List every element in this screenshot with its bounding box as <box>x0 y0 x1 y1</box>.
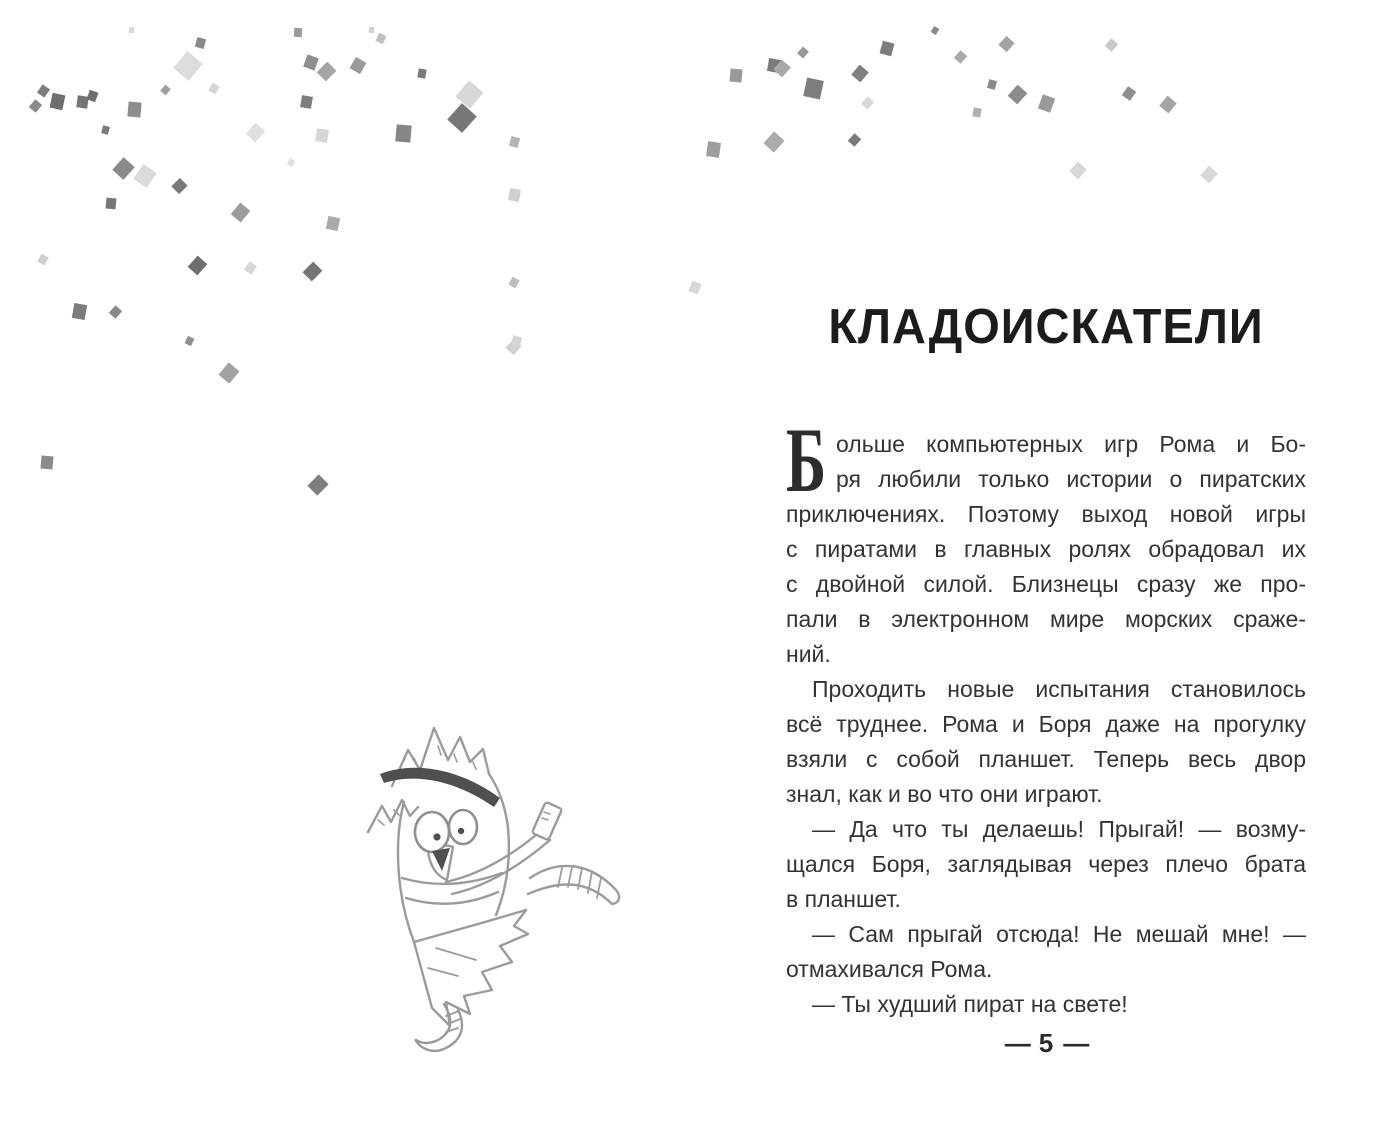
text-line: ря любили только истории о пиратских <box>836 466 1306 492</box>
confetti-square <box>688 281 701 295</box>
confetti-square <box>171 178 187 194</box>
page-footer <box>786 1028 1306 1059</box>
confetti-square <box>931 26 940 35</box>
text-line: щался Боря, заглядывая через плечо брата <box>786 851 1306 877</box>
confetti-square <box>188 256 208 276</box>
paragraph <box>786 987 1306 1022</box>
paragraph <box>786 672 1306 812</box>
confetti-square <box>195 37 206 49</box>
confetti-square <box>109 305 122 318</box>
body-text <box>786 409 1306 1022</box>
paragraph <box>786 812 1306 917</box>
confetti-square <box>987 79 997 90</box>
confetti-square <box>37 254 48 266</box>
confetti-square <box>303 54 319 70</box>
bird-left-tuft <box>368 800 418 832</box>
bird-eye-left <box>415 812 449 852</box>
text-line: ольше компьютерных игр Рома и Бо- <box>836 431 1306 457</box>
text-line: — Сам прыгай отсюда! Не мешай мне! — <box>812 921 1306 947</box>
page-number: 5 <box>1038 1028 1054 1058</box>
text-line: — Ты худший пират на свете! <box>812 991 1128 1017</box>
confetti-square <box>29 99 42 112</box>
paragraph <box>786 409 1306 672</box>
confetti-square <box>395 124 411 142</box>
confetti-square <box>729 69 742 83</box>
text-line: в планшет. <box>786 886 901 912</box>
confetti-square <box>1069 162 1087 180</box>
confetti-square <box>87 90 99 102</box>
confetti-square <box>303 262 323 282</box>
text-line: знал, как и во что они играют. <box>786 781 1103 807</box>
confetti-square <box>307 474 328 495</box>
confetti-square <box>972 107 981 117</box>
confetti-square <box>447 103 477 133</box>
bird-pupil-left <box>433 833 440 840</box>
confetti-square <box>315 128 329 143</box>
confetti-square <box>218 362 239 383</box>
footer-dash-left: — <box>1004 1028 1029 1058</box>
confetti-square <box>112 157 135 180</box>
confetti-square <box>173 51 202 81</box>
confetti-square <box>106 198 117 210</box>
confetti-square <box>40 456 53 470</box>
chapter-title: КЛАДОИСКАТЕЛИ <box>828 298 1264 354</box>
confetti-square <box>1008 85 1028 105</box>
bird-brow <box>380 768 500 807</box>
phone <box>532 802 562 840</box>
confetti-square <box>300 95 313 109</box>
confetti-square <box>326 216 340 231</box>
confetti-square <box>244 261 257 274</box>
confetti-square <box>287 158 295 167</box>
confetti-square <box>317 62 337 82</box>
confetti-square <box>803 77 824 99</box>
confetti-square <box>231 203 251 223</box>
footer-dash-right: — <box>1063 1028 1088 1058</box>
confetti-square <box>208 83 219 95</box>
confetti-square <box>369 27 374 33</box>
text-line: пали в электронном мире морских сраже- <box>786 606 1306 632</box>
paragraph <box>786 917 1306 987</box>
text-line: — Да что ты делаешь! Прыгай! — возму- <box>812 816 1306 842</box>
bird-pupil-right <box>458 828 464 834</box>
confetti-square <box>763 131 784 152</box>
confetti-square <box>509 136 520 148</box>
confetti-square <box>50 93 66 110</box>
confetti-square <box>129 27 135 34</box>
confetti-square <box>37 84 50 97</box>
confetti-square <box>954 50 967 63</box>
confetti-square <box>185 336 195 346</box>
confetti-square <box>880 41 895 57</box>
confetti-square <box>350 57 367 74</box>
confetti-square <box>706 141 721 158</box>
text-line: отмахивался Рома. <box>786 956 993 982</box>
confetti-square <box>851 65 869 83</box>
confetti-square <box>294 28 303 38</box>
confetti-square <box>417 68 426 78</box>
confetti-square <box>246 123 266 143</box>
confetti-square <box>1105 38 1118 51</box>
confetti-square <box>508 277 519 289</box>
confetti-square <box>160 85 171 96</box>
text-line: приключениях. Поэтому выход новой игры <box>786 501 1306 527</box>
confetti-square <box>508 188 521 202</box>
text-line: с двойной силой. Близнецы сразу же про- <box>786 571 1306 597</box>
confetti-square <box>1038 94 1055 113</box>
confetti-square <box>133 164 156 188</box>
confetti-square <box>1122 86 1137 101</box>
bird-illustration <box>358 710 640 1055</box>
confetti-square <box>101 125 110 135</box>
confetti-square <box>861 96 874 109</box>
text-line: Проходить новые испытания становилось <box>812 676 1306 702</box>
confetti-square <box>998 36 1014 52</box>
bird-right-leg <box>528 866 619 904</box>
text-line: взяли с собой планшет. Теперь весь двор <box>786 746 1306 772</box>
confetti-square <box>127 101 141 117</box>
text-line: всё труднее. Рома и Боря даже на прогулку <box>786 711 1306 737</box>
bird-eye-right <box>449 810 477 844</box>
text-line: ний. <box>786 641 831 667</box>
confetti-square <box>848 133 861 146</box>
confetti-square <box>72 303 87 320</box>
confetti-square <box>797 46 809 58</box>
drop-cap: Б <box>786 409 827 511</box>
confetti-square <box>1200 166 1218 184</box>
confetti-square <box>1159 96 1177 114</box>
confetti-square <box>375 33 386 45</box>
text-line: с пиратами в главных ролях обрадовал их <box>786 536 1306 562</box>
